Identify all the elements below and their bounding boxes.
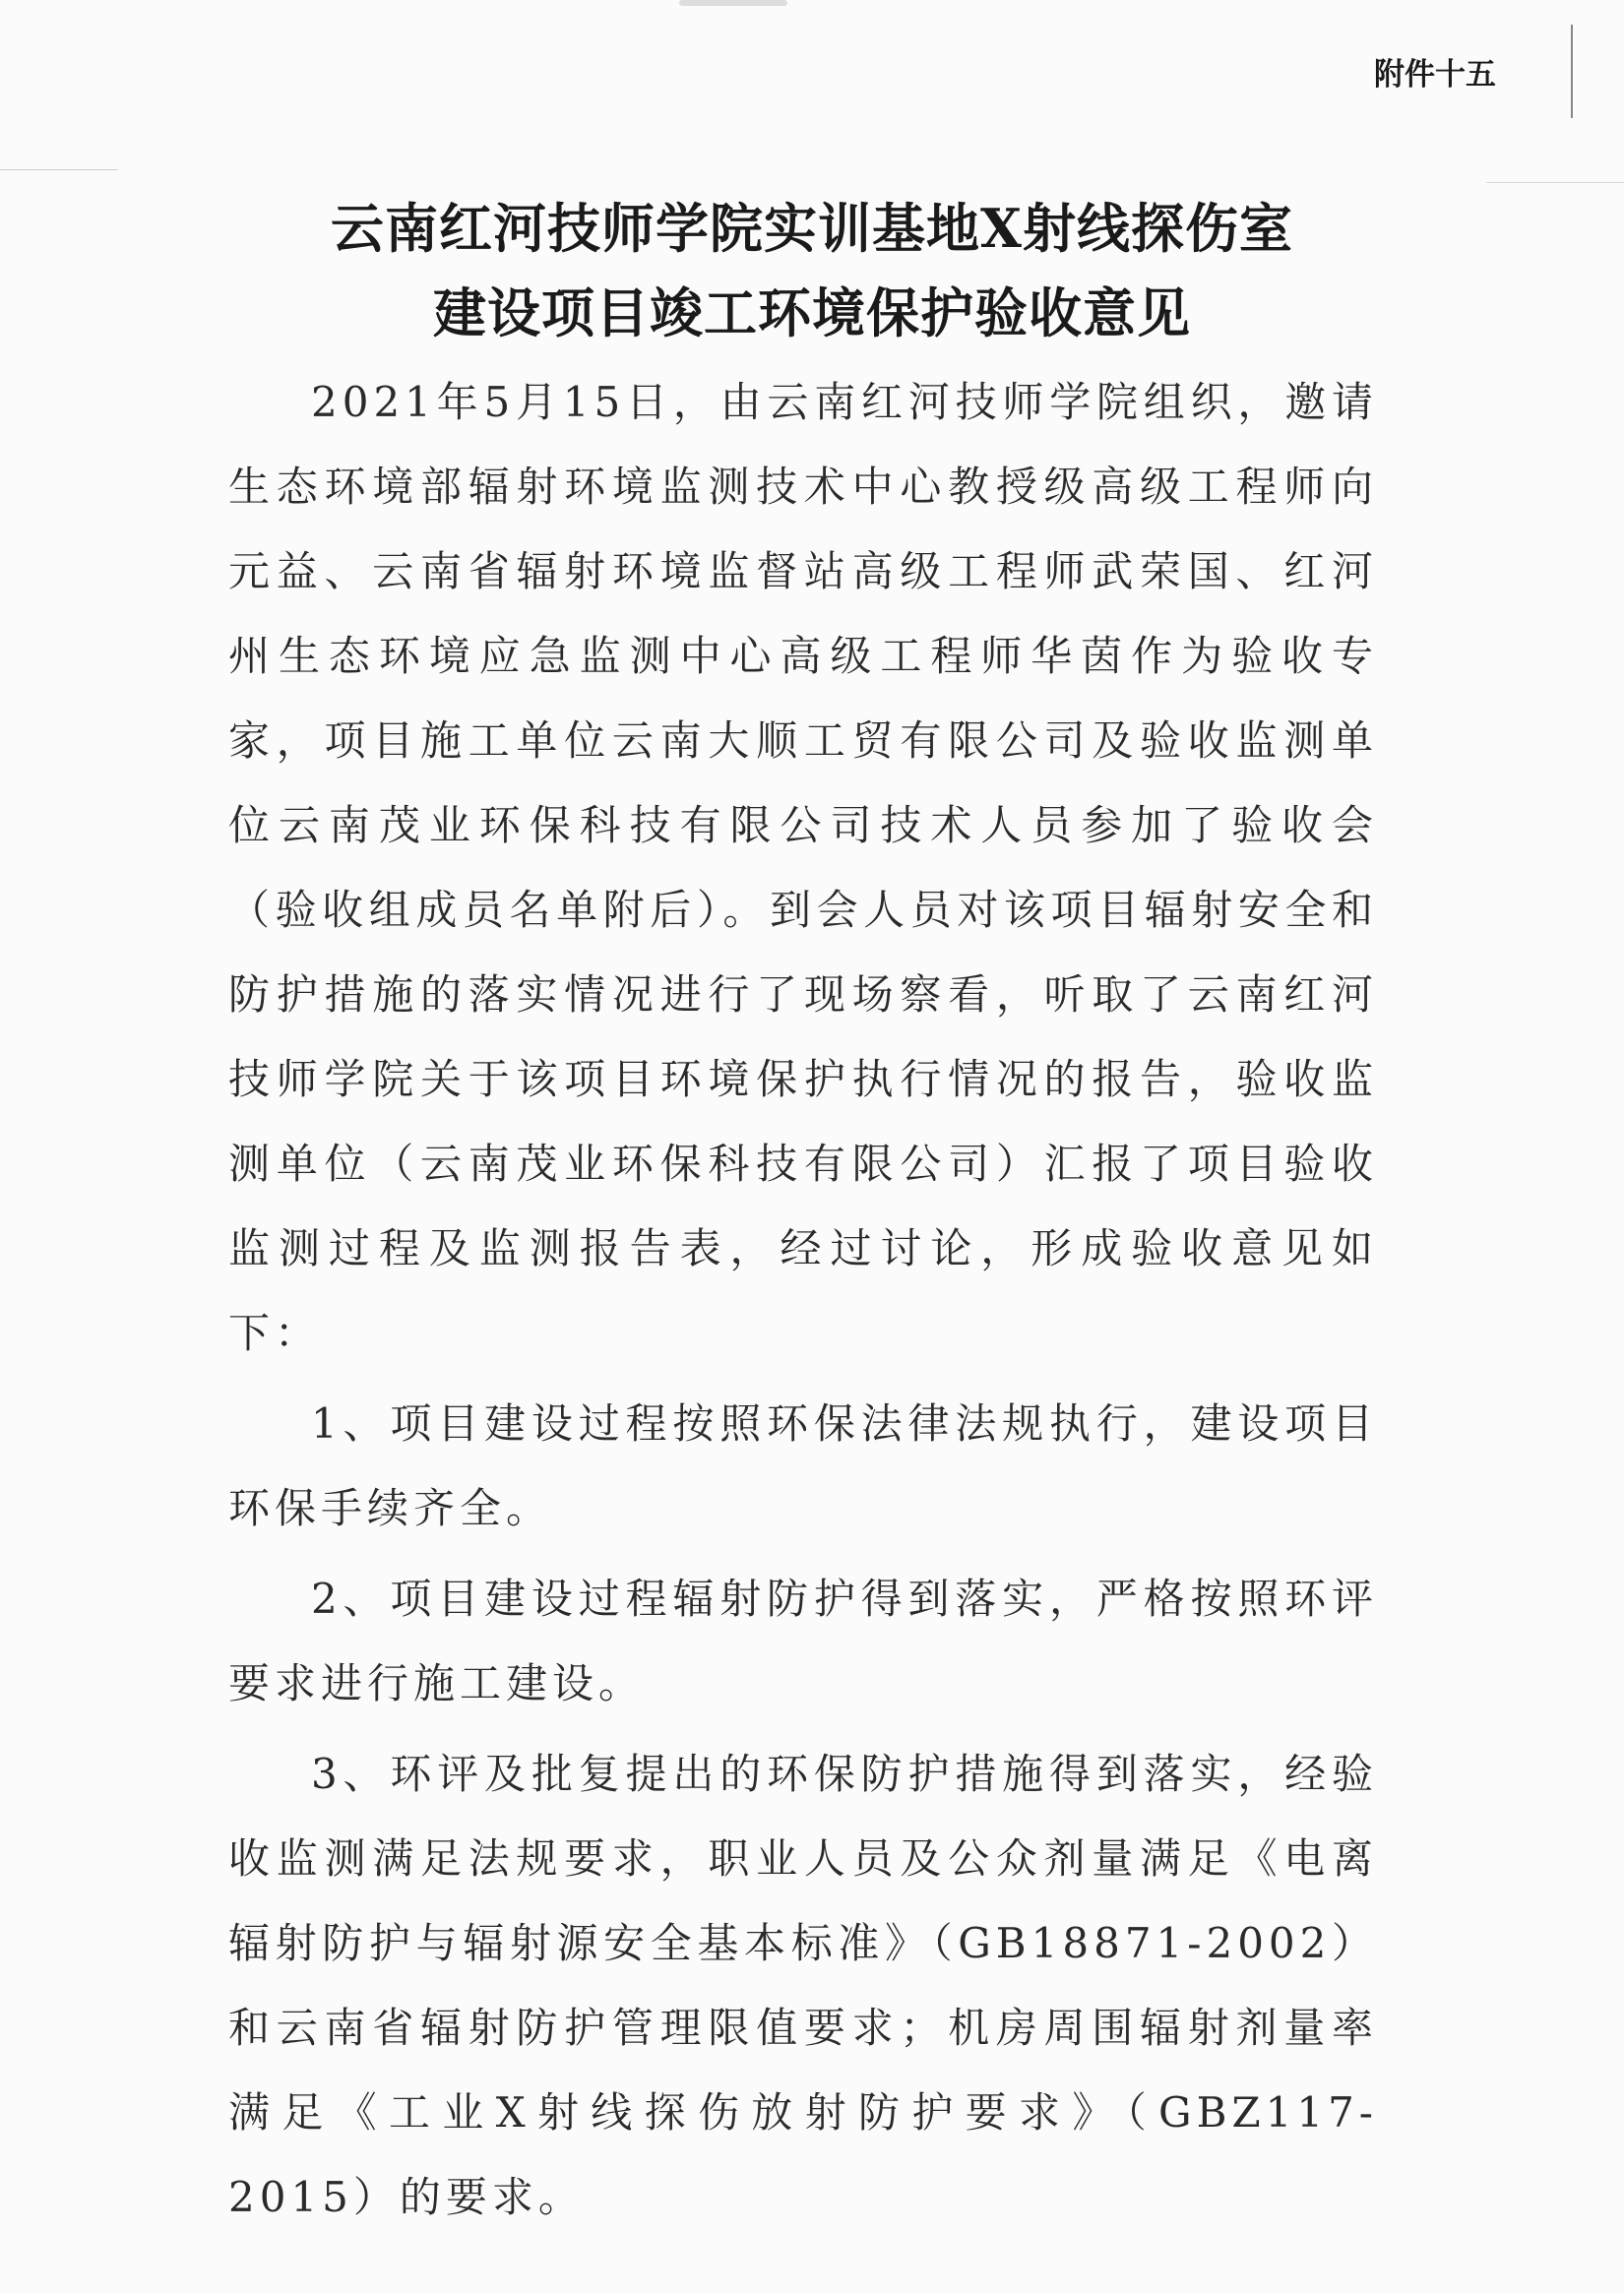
scan-artifact (1571, 25, 1573, 118)
opinion-item-3: 3、环评及批复提出的环保防护措施得到落实，经验收监测满足法规要求，职业人员及公众剂量满足《电离辐射防护与辐射源安全基本标准》（GB18871-2002）和云南省辐射防护管理限值要求；机房周围辐射剂量率满足《工业X射线探伤放射防护要求》（GBZ117-2015）的要求。 (228, 1750, 1378, 2221)
document-title-line-2: 建设项目竣工环境保护验收意见 (433, 281, 1191, 344)
scan-artifact (679, 0, 787, 6)
attachment-label: 附件十五 (1374, 57, 1496, 93)
intro-paragraph: 2021年5月15日，由云南红河技师学院组织，邀请生态环境部辐射环境监测技术中心教授级高级工程师向元益、云南省辐射环境监督站高级工程师武荣国、红河州生态环境应急监测中心高级工程师华茵作为验收专家，项目施工单位云南大顺工贸有限公司及验收监测单位云南茂业环保科技有限公司技术人员参加了验收会（验收组成员名单附后）。到会人员对该项目辐射安全和防护措施的落实情况进行了现场察看，听取了云南红河技师学院关于该项目环境保护执行情况的报告，验收监测单位（云南茂业环保科技有限公司）汇报了项目验收监测过程及监测报告表，经过讨论，形成验收意见如下： (228, 378, 1378, 1357)
document-body (228, 360, 1378, 2240)
scan-artifact (1486, 182, 1624, 183)
document-title-line-1: 云南红河技师学院实训基地X射线探伤室 (331, 197, 1293, 260)
opinion-item-1: 1、项目建设过程按照环保法律法规执行，建设项目环保手续齐全。 (228, 1399, 1378, 1532)
opinion-item-2: 2、项目建设过程辐射防护得到落实，严格按照环评要求进行施工建设。 (228, 1575, 1378, 1707)
scan-artifact (0, 169, 118, 170)
